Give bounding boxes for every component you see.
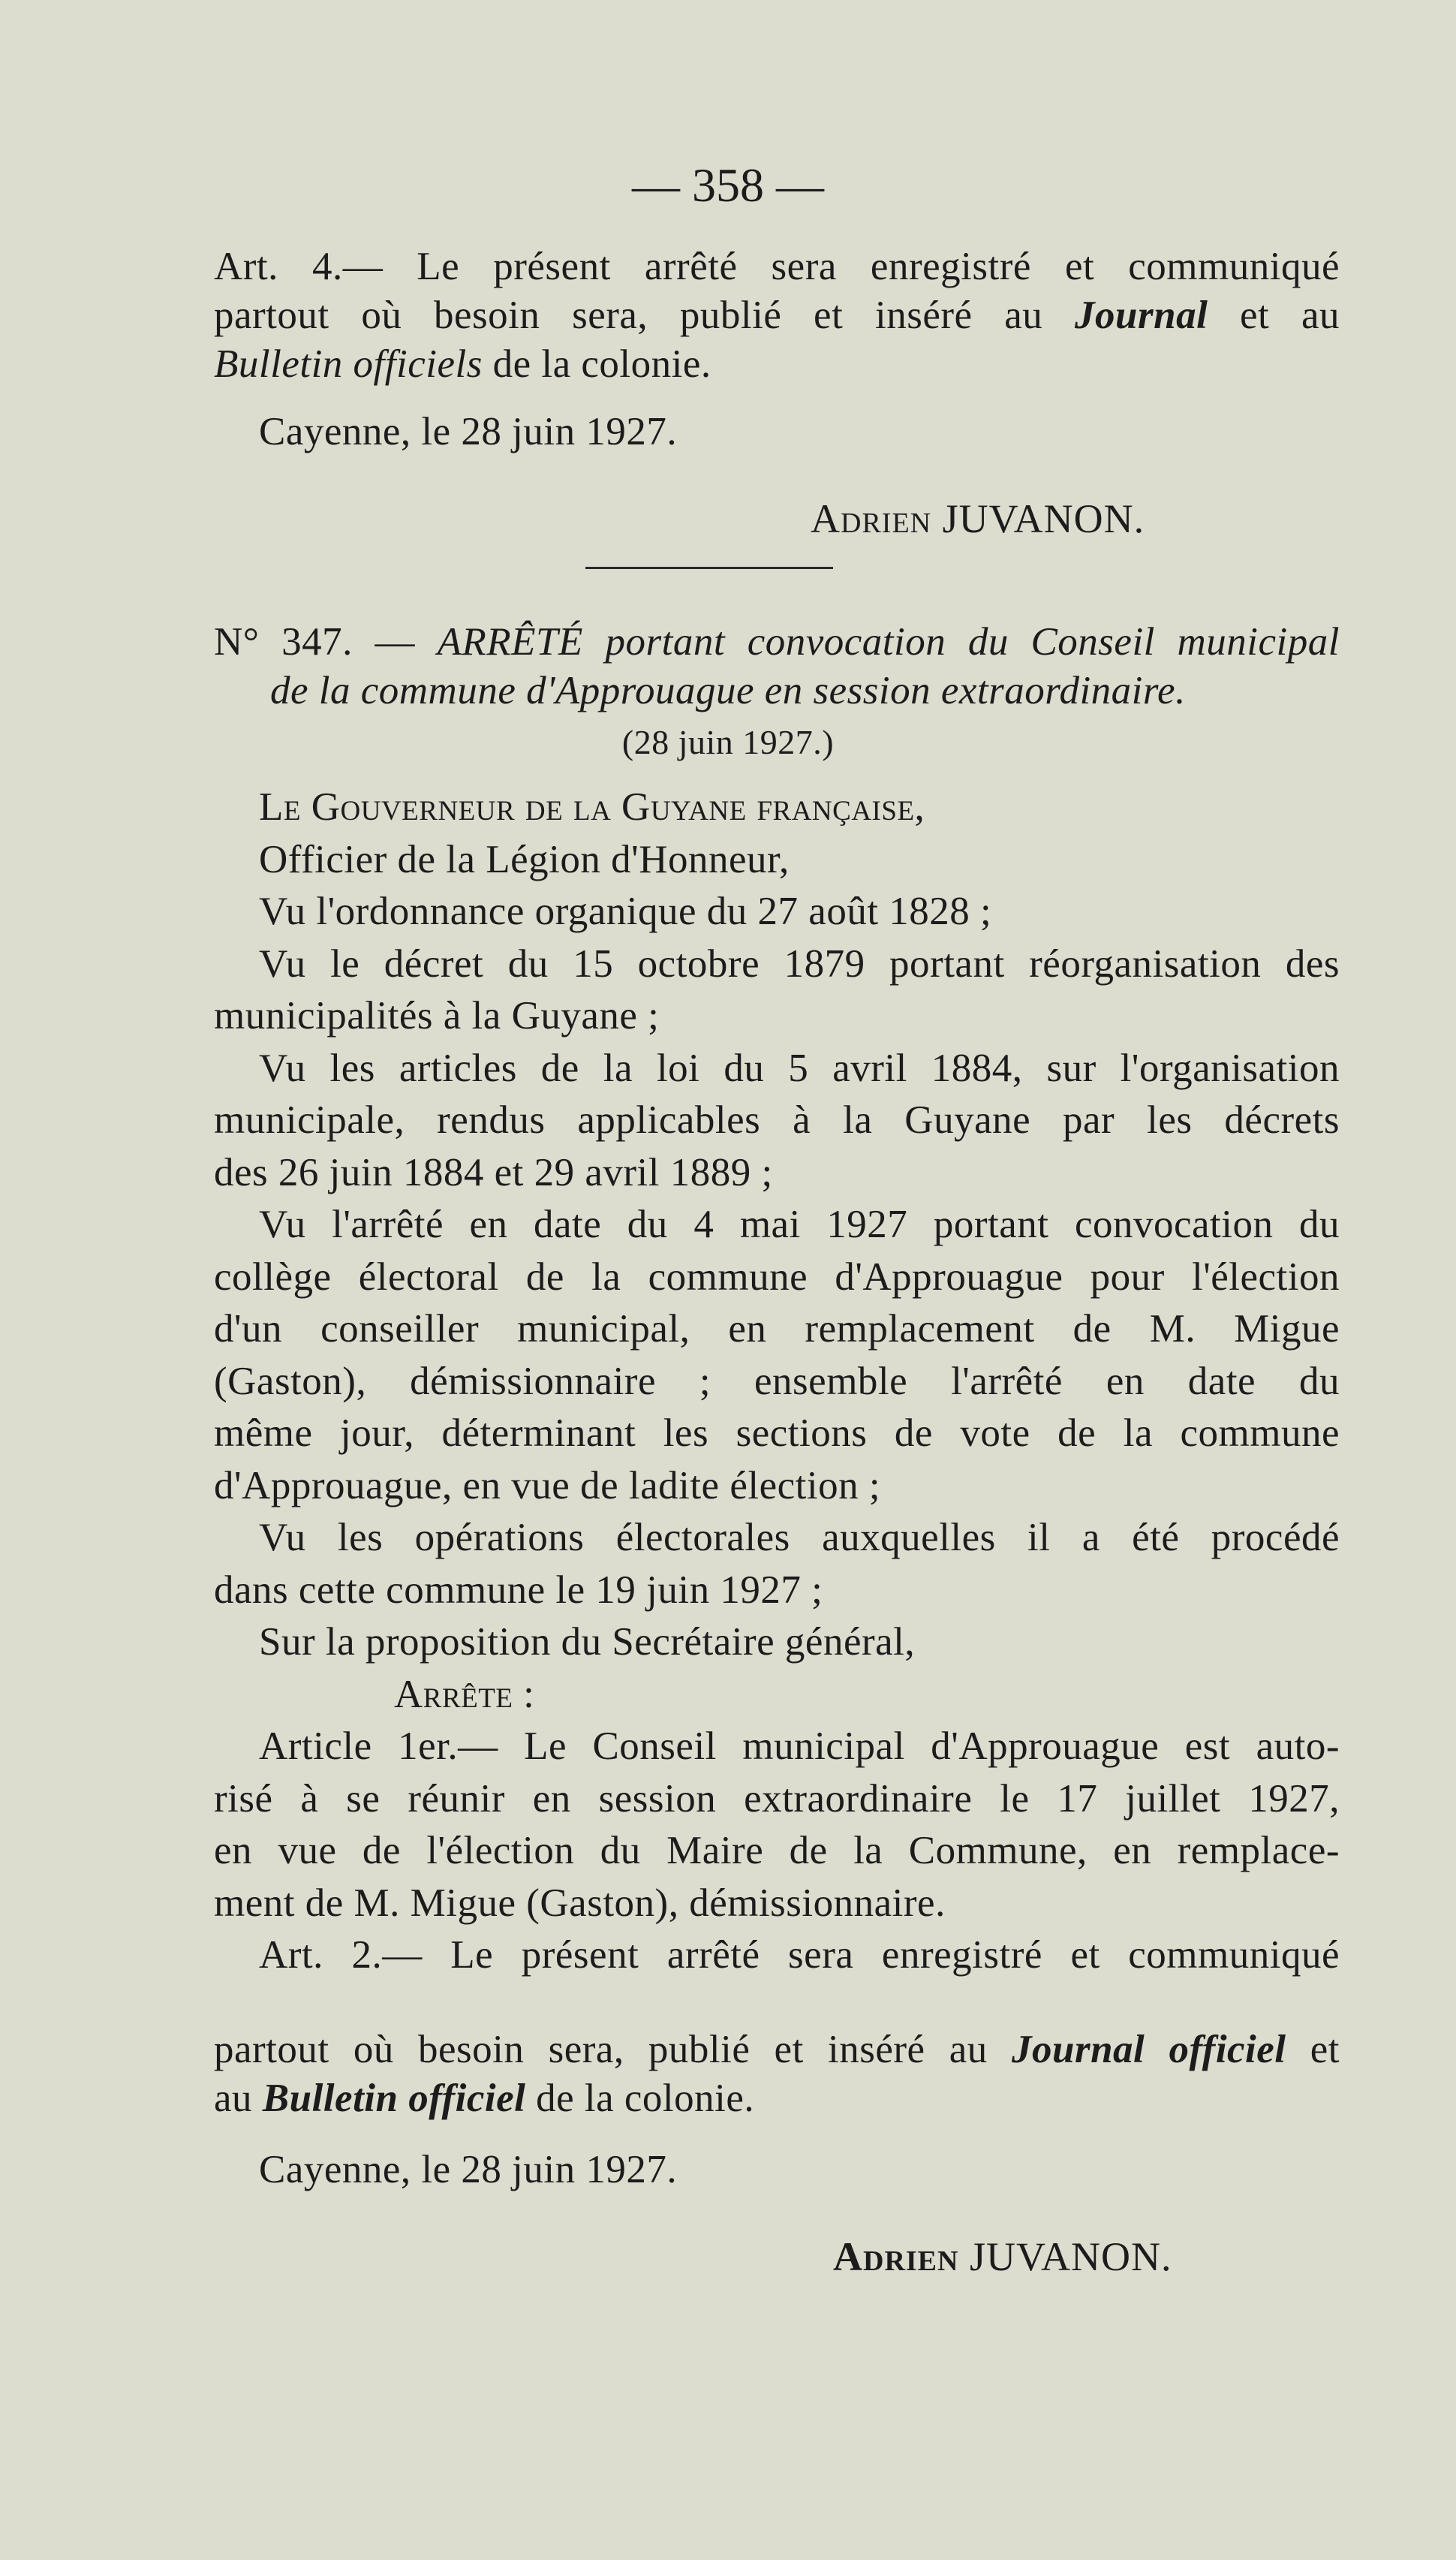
body-line: municipalités à la Guyane ; — [214, 994, 660, 1038]
body-line: Article 1er.— Le Conseil municipal d'Approuague est auto- — [259, 1724, 1340, 1768]
body-line: d'Approuague, en vue de ladite élection ; — [214, 1463, 881, 1507]
act-date-place: Cayenne, le 28 juin 1927. — [259, 2148, 678, 2191]
art4-line-2a: partout où besoin sera, publié et inséré au — [214, 294, 1075, 337]
art2-line-2b: et — [1286, 2028, 1340, 2071]
body-line: Art. 2.— Le présent arrêté sera enregistré et communiqué — [259, 1933, 1340, 1977]
body-line: même jour, déterminant les sections de vote de la commune — [214, 1411, 1340, 1455]
art4-line-3 — [214, 342, 711, 387]
art4-line-2 — [214, 293, 1340, 338]
body-line: Arrête : — [394, 1672, 535, 1716]
journal-officiel-title: Journal officiel — [1011, 2028, 1286, 2071]
art4-line-1: Art. 4.— Le présent arrêté sera enregistré et communiqué — [214, 245, 1340, 288]
body-line: en vue de l'élection du Maire de la Commune, en remplace- — [214, 1829, 1340, 1872]
act-signature-first-name: Adrien — [833, 2234, 959, 2279]
bulletin-title: Bulletin officiels — [214, 342, 483, 386]
body-line: municipale, rendus applicables à la Guyane par les décrets — [214, 1098, 1340, 1142]
act-number: N° 347. — — [214, 620, 438, 664]
act-signature — [833, 2233, 1172, 2280]
signature-last-name: JUVANON. — [942, 496, 1145, 541]
body-line: Vu les opérations électorales auxquelles il a été procédé — [259, 1516, 1340, 1559]
body-line: des 26 juin 1884 et 29 avril 1889 ; — [214, 1150, 773, 1194]
body-line: Sur la proposition du Secrétaire général, — [259, 1620, 916, 1664]
journal-title: Journal — [1075, 294, 1208, 337]
body-line: Le Gouverneur de la Guyane française, — [259, 785, 925, 829]
body-line: Officier de la Légion d'Honneur, — [259, 837, 790, 881]
signature-first-name: Adrien — [811, 496, 932, 541]
bulletin-officiel-title: Bulletin officiel — [262, 2077, 526, 2120]
body-line: Vu les articles de la loi du 5 avril 1884, sur l'organisation — [259, 1046, 1340, 1090]
body-line: (Gaston), démissionnaire ; ensemble l'arrêté en date du — [214, 1359, 1340, 1403]
body-line: risé à se réunir en session extraordinaire le 17 juillet 1927, — [214, 1776, 1340, 1821]
body-line: Vu l'arrêté en date du 4 mai 1927 portant convocation du — [259, 1203, 1340, 1246]
act-title-line-2: de la commune d'Approuague en session extraordinaire. — [270, 669, 1186, 712]
art2-line-2 — [214, 2027, 1340, 2072]
art4-line-3b: de la colonie. — [482, 342, 711, 386]
art2-line-2a: partout où besoin sera, publié et inséré au — [214, 2028, 1012, 2071]
art2-line-3 — [214, 2076, 754, 2121]
body-line: d'un conseiller municipal, en remplacement de M. Migue — [214, 1307, 1340, 1351]
act-title-line-1 — [214, 619, 1340, 664]
body-line: ment de M. Migue (Gaston), démissionnaire. — [214, 1881, 946, 1925]
page-number: — 358 — — [632, 158, 824, 212]
body-line: collège électoral de la commune d'Approuague pour l'élection — [214, 1254, 1340, 1299]
body-line: Vu le décret du 15 octobre 1879 portant réorganisation des — [259, 941, 1340, 986]
art4-line-2b: et au — [1208, 294, 1340, 337]
separator-rule — [585, 567, 833, 569]
body-line: Vu l'ordonnance organique du 27 août 1828 ; — [259, 890, 992, 933]
act-title-1: ARRÊTÉ portant convocation du Conseil municipal — [437, 620, 1340, 664]
act-date: (28 juin 1927.) — [621, 723, 835, 761]
art2-line-3a: au — [214, 2077, 263, 2120]
art2-line-3b: de la colonie. — [525, 2077, 755, 2120]
act-signature-last-name: JUVANON. — [969, 2234, 1172, 2279]
previous-signature — [811, 495, 1145, 542]
previous-date-place: Cayenne, le 28 juin 1927. — [259, 410, 678, 453]
body-line: dans cette commune le 19 juin 1927 ; — [214, 1568, 823, 1612]
